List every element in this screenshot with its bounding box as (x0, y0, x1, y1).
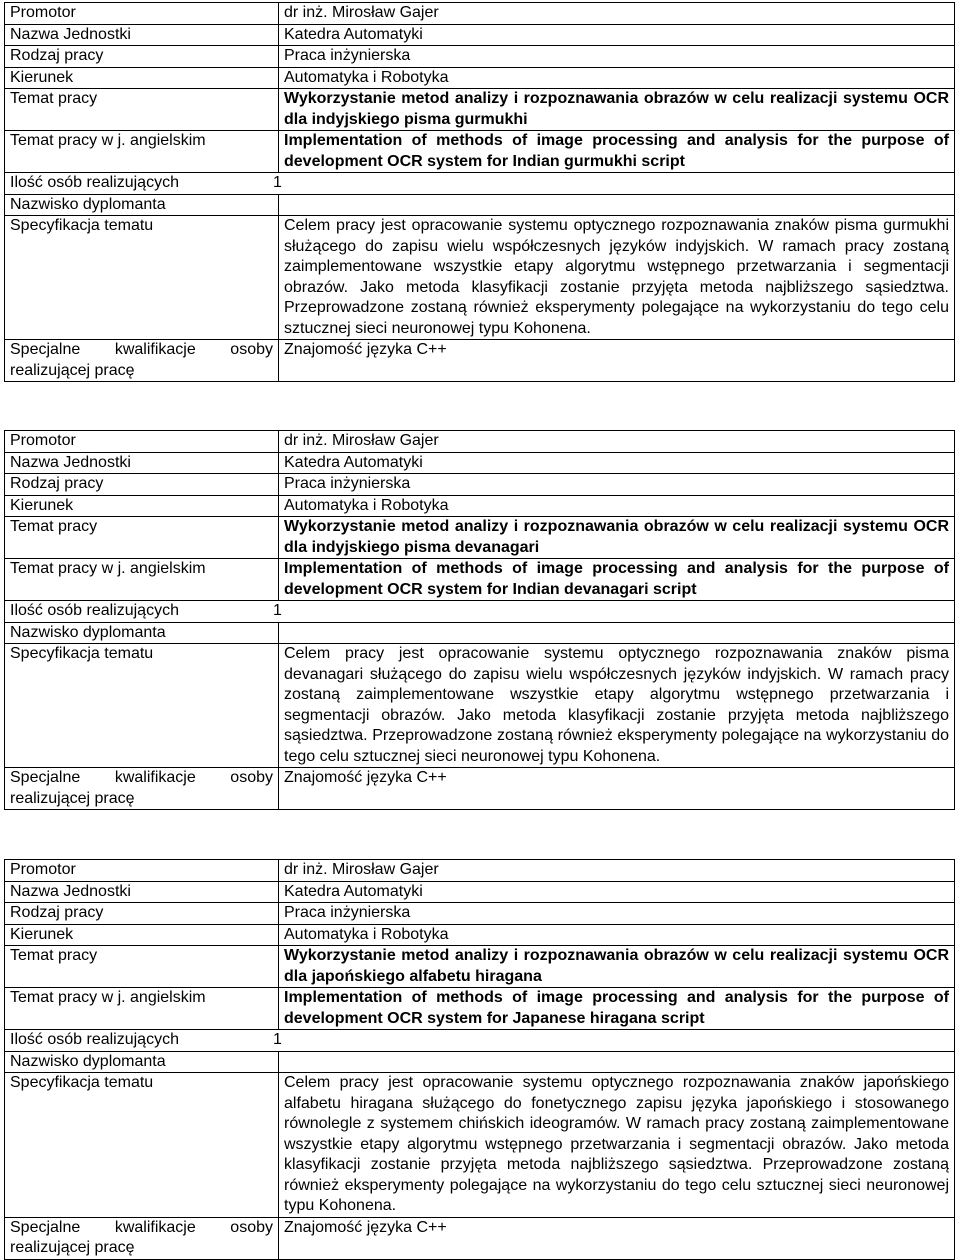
row-kierunek (5, 495, 955, 517)
row-ilosc (5, 173, 955, 195)
value-kwalifikacje: Znajomość języka C++ (279, 340, 955, 382)
label-jednostka: Nazwa Jednostki (5, 452, 279, 474)
value-promotor: dr inż. Mirosław Gajer (279, 431, 955, 453)
value-temat: Wykorzystanie metod analizy i rozpoznawania obrazów w celu realizacji systemu OCR dla indyjskiego pisma gurmukhi (279, 89, 955, 131)
ilosc-cell (5, 173, 955, 195)
row-kierunek (5, 67, 955, 89)
label-rodzaj: Rodzaj pracy (5, 474, 279, 496)
value-kierunek: Automatyka i Robotyka (279, 67, 955, 89)
value-kwalifikacje: Znajomość języka C++ (279, 1217, 955, 1259)
label-specyfikacja: Specyfikacja tematu (5, 216, 279, 340)
label-nazwisko: Nazwisko dyplomanta (5, 194, 279, 216)
row-promotor (5, 431, 955, 453)
row-specyfikacja (5, 1073, 955, 1218)
row-kierunek (5, 924, 955, 946)
value-promotor: dr inż. Mirosław Gajer (279, 3, 955, 25)
row-nazwisko (5, 622, 955, 644)
row-nazwisko (5, 1051, 955, 1073)
row-temat-en (5, 131, 955, 173)
value-jednostka: Katedra Automatyki (279, 452, 955, 474)
row-rodzaj (5, 903, 955, 925)
value-nazwisko (279, 622, 955, 644)
value-nazwisko (279, 194, 955, 216)
row-kwalifikacje (5, 340, 955, 382)
value-promotor: dr inż. Mirosław Gajer (279, 860, 955, 882)
row-temat (5, 517, 955, 559)
row-jednostka (5, 24, 955, 46)
label-kwalifikacje-b: kwalifikacje (114, 769, 196, 786)
label-kierunek: Kierunek (5, 495, 279, 517)
value-specyfikacja: Celem pracy jest opracowanie systemu optycznego rozpoznawania znaków pisma devanagari służącego do zapisu wielu współczesnych języków indyjskich. W ramach pracy zostaną zaimplementowane wszystkie etapy algorytmu wstępnego przetwarzania i segmentacji obrazów. Jako metoda klasyfikacji zostanie przyjęta metoda najbliższego sąsiedztwa. Przeprowadzone zostaną również eksperymenty polegające na wykorzystaniu do tego celu sztucznej sieci neuronowej typu Kohonena. (279, 644, 955, 768)
label-rodzaj: Rodzaj pracy (5, 903, 279, 925)
label-ilosc: Ilość osób realizujących (10, 174, 179, 191)
label-temat: Temat pracy (5, 946, 279, 988)
thesis-form-gurmukhi (4, 2, 955, 382)
value-kierunek: Automatyka i Robotyka (279, 924, 955, 946)
row-specyfikacja (5, 644, 955, 768)
label-ilosc: Ilość osób realizujących (10, 602, 179, 619)
label-kwalifikacje-d: realizującej pracę (10, 1239, 135, 1256)
row-specyfikacja (5, 216, 955, 340)
label-kwalifikacje (5, 1217, 279, 1259)
thesis-form-devanagari (4, 430, 955, 810)
row-kwalifikacje (5, 1217, 955, 1259)
label-nazwisko: Nazwisko dyplomanta (5, 622, 279, 644)
ilosc-cell (5, 1030, 955, 1052)
row-kwalifikacje (5, 768, 955, 810)
value-rodzaj: Praca inżynierska (279, 474, 955, 496)
thesis-form-hiragana (4, 859, 955, 1260)
ilosc-cell (5, 601, 955, 623)
row-ilosc (5, 601, 955, 623)
value-rodzaj: Praca inżynierska (279, 46, 955, 68)
value-ilosc: 1 (273, 1031, 282, 1048)
label-kierunek: Kierunek (5, 67, 279, 89)
value-temat: Wykorzystanie metod analizy i rozpoznawania obrazów w celu realizacji systemu OCR dla japońskiego alfabetu hiragana (279, 946, 955, 988)
label-temat-en: Temat pracy w j. angielskim (5, 131, 279, 173)
label-ilosc: Ilość osób realizujących (10, 1031, 179, 1048)
label-specyfikacja: Specyfikacja tematu (5, 1073, 279, 1218)
label-temat: Temat pracy (5, 89, 279, 131)
row-temat-en (5, 559, 955, 601)
value-temat-en: Implementation of methods of image processing and analysis for the purpose of development OCR system for Indian devanagari script (279, 559, 955, 601)
label-promotor: Promotor (5, 3, 279, 25)
label-temat: Temat pracy (5, 517, 279, 559)
label-kwalifikacje-c: osoby (230, 341, 273, 358)
label-temat-en: Temat pracy w j. angielskim (5, 559, 279, 601)
label-kwalifikacje-c: osoby (230, 1218, 273, 1236)
label-kwalifikacje-c: osoby (230, 769, 273, 786)
label-kierunek: Kierunek (5, 924, 279, 946)
row-temat (5, 946, 955, 988)
row-promotor (5, 860, 955, 882)
row-jednostka (5, 881, 955, 903)
row-rodzaj (5, 474, 955, 496)
label-kwalifikacje (5, 340, 279, 382)
row-promotor (5, 3, 955, 25)
label-nazwisko: Nazwisko dyplomanta (5, 1051, 279, 1073)
value-kierunek: Automatyka i Robotyka (279, 495, 955, 517)
label-kwalifikacje-a: Specjalne (10, 769, 81, 786)
value-temat: Wykorzystanie metod analizy i rozpoznawania obrazów w celu realizacji systemu OCR dla indyjskiego pisma devanagari (279, 517, 955, 559)
row-temat-en (5, 988, 955, 1030)
label-kwalifikacje-d: realizującej pracę (10, 361, 135, 379)
row-rodzaj (5, 46, 955, 68)
row-nazwisko (5, 194, 955, 216)
label-kwalifikacje-b: kwalifikacje (114, 341, 196, 358)
row-ilosc (5, 1030, 955, 1052)
label-kwalifikacje-d: realizującej pracę (10, 789, 135, 807)
value-kwalifikacje: Znajomość języka C++ (279, 768, 955, 810)
label-promotor: Promotor (5, 860, 279, 882)
label-promotor: Promotor (5, 431, 279, 453)
value-specyfikacja: Celem pracy jest opracowanie systemu optycznego rozpoznawania znaków pisma gurmukhi służącego do zapisu wielu współczesnych języków indyjskich. W ramach pracy zostaną zaimplementowane wszystkie etapy algorytmu wstępnego przetwarzania i segmentacji obrazów. Jako metoda klasyfikacji zostanie przyjęta metoda najbliższego sąsiedztwa. Przeprowadzone zostaną również eksperymenty polegające na wykorzystaniu do tego celu sztucznej sieci neuronowej typu Kohonena. (279, 216, 955, 340)
value-jednostka: Katedra Automatyki (279, 881, 955, 903)
value-jednostka: Katedra Automatyki (279, 24, 955, 46)
value-temat-en: Implementation of methods of image processing and analysis for the purpose of development OCR system for Indian gurmukhi script (279, 131, 955, 173)
label-kwalifikacje (5, 768, 279, 810)
label-jednostka: Nazwa Jednostki (5, 24, 279, 46)
value-specyfikacja: Celem pracy jest opracowanie systemu optycznego rozpoznawania znaków japońskiego alfabetu hiragana służącego do fonetycznego zapisu języka japońskiego i stosowanego równolegle z systemem chińskich ideogramów. W ramach pracy zostaną zaimplementowane wszystkie etapy algorytmu wstępnego przetwarzania i segmentacji obrazów. Jako metoda klasyfikacji zostanie przyjęta metoda najbliższego sąsiedztwa. Przeprowadzone zostaną również eksperymenty polegające na wykorzystaniu do tego celu sztucznej sieci neuronowej typu Kohonena. (279, 1073, 955, 1218)
row-temat (5, 89, 955, 131)
value-ilosc: 1 (273, 602, 282, 619)
label-kwalifikacje-a: Specjalne (10, 341, 81, 358)
value-ilosc: 1 (273, 174, 282, 191)
label-specyfikacja: Specyfikacja tematu (5, 644, 279, 768)
value-rodzaj: Praca inżynierska (279, 903, 955, 925)
label-rodzaj: Rodzaj pracy (5, 46, 279, 68)
label-kwalifikacje-b: kwalifikacje (114, 1218, 196, 1236)
row-jednostka (5, 452, 955, 474)
label-kwalifikacje-a: Specjalne (10, 1218, 81, 1236)
value-temat-en: Implementation of methods of image processing and analysis for the purpose of development OCR system for Japanese hiragana script (279, 988, 955, 1030)
value-nazwisko (279, 1051, 955, 1073)
label-temat-en: Temat pracy w j. angielskim (5, 988, 279, 1030)
label-jednostka: Nazwa Jednostki (5, 881, 279, 903)
